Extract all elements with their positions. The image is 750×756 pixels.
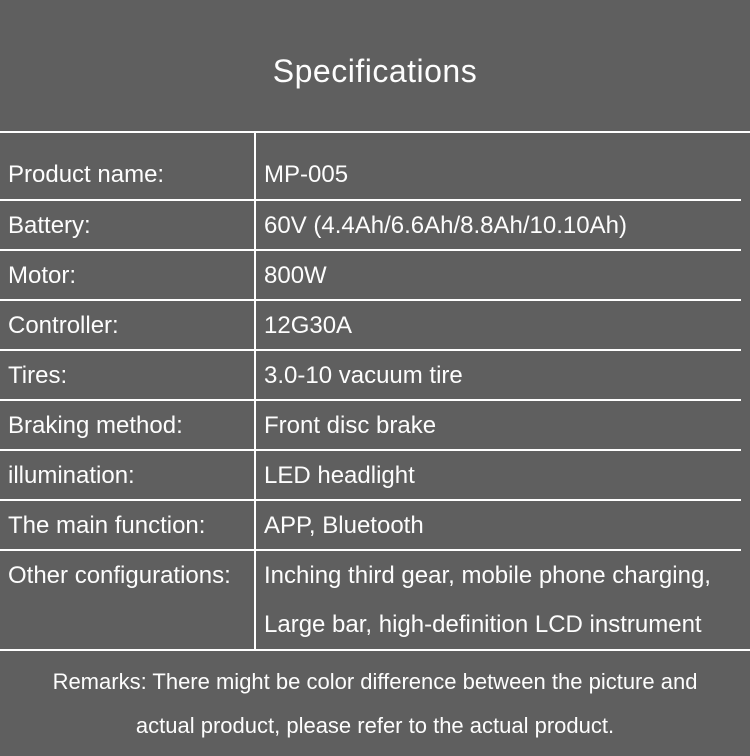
- spec-value: 12G30A: [264, 312, 353, 339]
- spec-value: 3.0-10 vacuum tire: [264, 362, 463, 389]
- column-divider: [254, 133, 256, 649]
- spec-label: Braking method:: [8, 412, 183, 439]
- spec-label: Tires:: [8, 362, 68, 389]
- spec-value: Front disc brake: [264, 412, 437, 439]
- remarks-text: [0, 651, 750, 756]
- spec-value: APP, Bluetooth: [264, 512, 424, 539]
- table-row-tires: [0, 351, 750, 401]
- remarks-line: Remarks: There might be color difference between the picture and: [52, 668, 698, 694]
- remarks-line: actual product, please refer to the actual product.: [135, 712, 615, 738]
- spec-value-line: Inching third gear, mobile phone charging,: [264, 561, 711, 589]
- spec-label: The main function:: [8, 512, 206, 539]
- table-row-motor: [0, 251, 750, 301]
- spec-value: [256, 551, 750, 649]
- table-row-product-name: [0, 133, 750, 201]
- spec-value: 60V (4.4Ah/6.6Ah/8.8Ah/10.10Ah): [264, 212, 627, 239]
- spec-label: Other configurations:: [8, 562, 231, 589]
- spec-label: illumination:: [8, 462, 135, 489]
- spec-value: LED headlight: [264, 462, 415, 489]
- table-row-battery: [0, 201, 750, 251]
- spec-label: Product name:: [8, 161, 165, 188]
- table-row-controller: [0, 301, 750, 351]
- spec-table: [0, 131, 750, 651]
- spec-label: Controller:: [8, 312, 119, 339]
- table-row-main-function: [0, 501, 750, 551]
- table-bottom-border: [0, 649, 750, 651]
- spec-value: MP-005: [264, 161, 349, 188]
- table-row-other-configurations: [0, 551, 750, 649]
- header: [0, 0, 750, 131]
- page-title: Specifications: [272, 53, 478, 89]
- spec-label: Battery:: [8, 212, 91, 239]
- spec-label: Motor:: [8, 262, 77, 289]
- spec-value-line: Large bar, high-definition LCD instrument: [264, 610, 702, 638]
- table-row-illumination: [0, 451, 750, 501]
- spec-value: 800W: [264, 262, 327, 289]
- table-row-braking-method: [0, 401, 750, 451]
